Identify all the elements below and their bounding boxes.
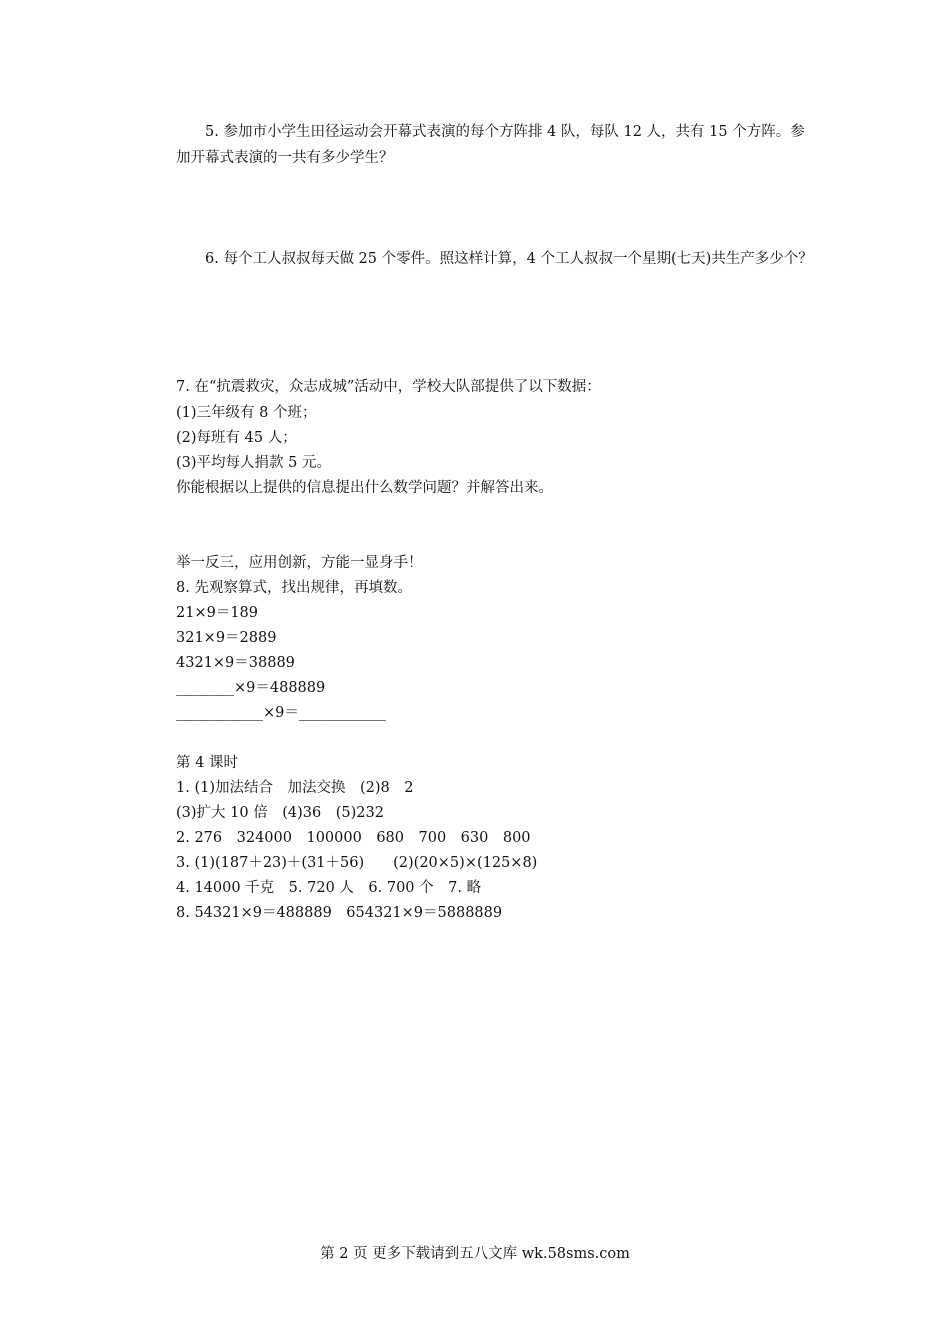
question-5: 5. 参加市小学生田径运动会开幕式表演的每个方阵排 4 队，每队 12 人，共有 15 个方阵。参加开幕式表演的一共有多少学生？ — [176, 124, 805, 166]
equation-line: 21×9＝189 — [176, 605, 259, 621]
answer-line: 1. (1)加法结合 加法交换 (2)8 2 — [176, 780, 414, 796]
equation-line: 4321×9＝38889 — [176, 655, 295, 671]
section-heading: 举一反三，应用创新，方能一显身手！ — [176, 555, 423, 571]
question-8-title: 8. 先观察算式，找出规律，再填数。 — [176, 580, 412, 596]
question-7-title-text: 7. 在“抗震救灾，众志成城”活动中，学校大队部提供了以下数据： — [176, 379, 601, 395]
question-6: 6. 每个工人叔叔每天做 25 个零件。照这样计算，4 个工人叔叔一个星期(七天)共生产多少个？ — [205, 251, 813, 267]
question-7-item-2: (2)每班有 45 人； — [176, 430, 297, 446]
answers-heading: 第 4 课时 — [176, 755, 238, 771]
answer-line: 8. 54321×9＝488889 654321×9＝5888889 — [176, 905, 503, 921]
equation-line: 321×9＝2889 — [176, 630, 277, 646]
question-7-title — [176, 377, 601, 397]
answer-line: (3)扩大 10 倍 (4)36 (5)232 — [176, 805, 384, 821]
equation-blank-line: ____________×9＝____________ — [176, 705, 386, 721]
question-7-item-1: (1)三年级有 8 个班； — [176, 405, 317, 421]
question-7-prompt: 你能根据以上提供的信息提出什么数学问题？并解答出来。 — [176, 480, 553, 496]
answer-line: 3. (1)(187＋23)＋(31＋56) (2)(20×5)×(125×8) — [176, 855, 538, 871]
equation-blank-line: ________×9＝488889 — [176, 680, 326, 696]
page-footer: 第 2 页 更多下载请到五八文库 wk.58sms.com — [320, 1246, 630, 1262]
question-7-item-3: (3)平均每人捐款 5 元。 — [176, 455, 331, 471]
answer-line: 2. 276 324000 100000 680 700 630 800 — [176, 830, 531, 846]
answer-line: 4. 14000 千克 5. 720 人 6. 700 个 7. 略 — [176, 880, 482, 896]
